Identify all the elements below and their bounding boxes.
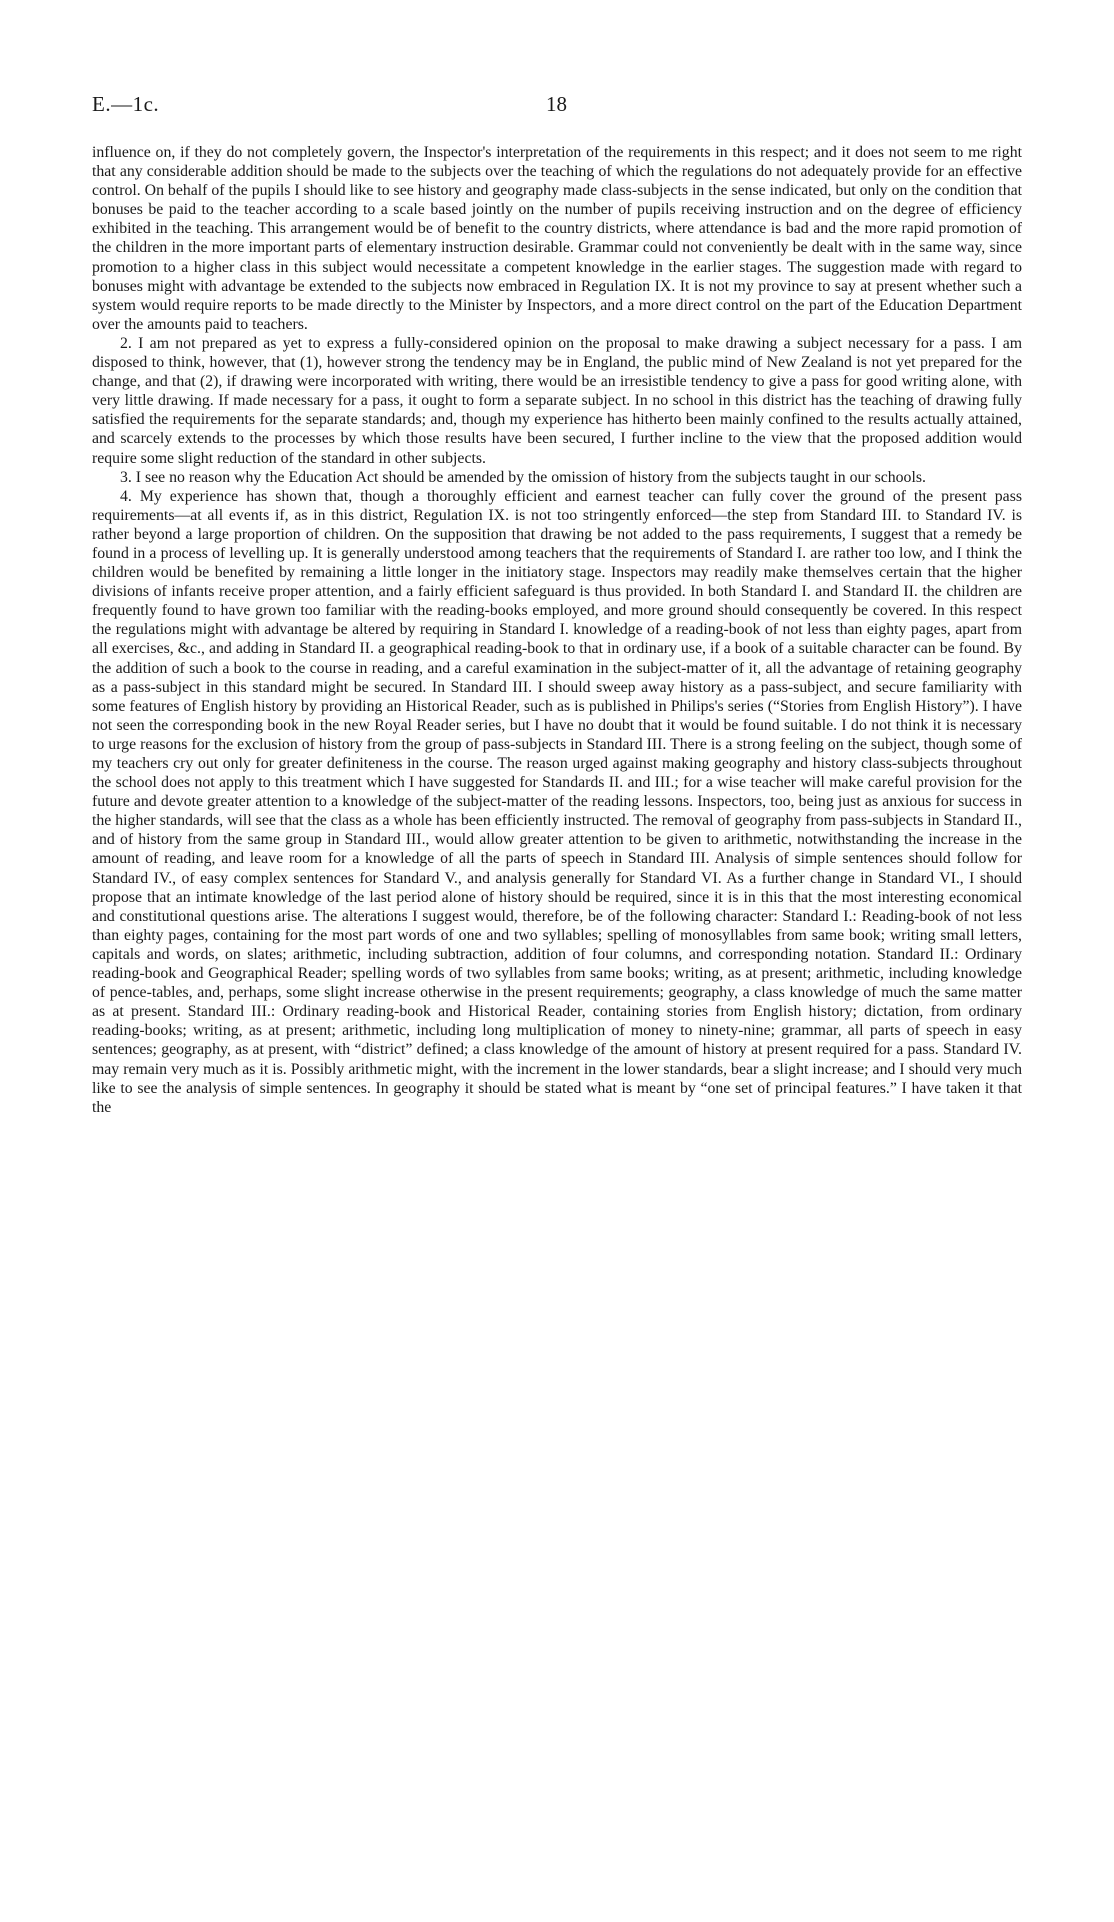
document-reference: E.—1c. — [92, 92, 160, 116]
page-number: 18 — [546, 92, 567, 116]
page-header — [92, 92, 1022, 122]
paragraph-3: 3. I see no reason why the Education Act should be amended by the omission of history from the subjects taught in our schools. — [120, 468, 926, 486]
body-text — [92, 143, 1022, 1117]
paragraph-2: 2. I am not prepared as yet to express a fully-considered opinion on the proposal to make drawing a subject necessary for a pass. I am disposed to think, however, that (1), however strong the tendency may be in England, the public mind of New Zealand is not yet prepared for the change, and that (2), if drawing were incorporated with writing, there would be an irresistible tendency to give a pass for good writing alone, with very little drawing. If made necessary for a pass, it ought to form a separate subject. In no school in this district has the teaching of drawing fully satisfied the requirements for the separate standards; and, though my experience has hitherto been mainly confined to the results actually attained, and scarcely extends to the processes by which those results have been secured, I further incline to the view that the proposed addition would require some slight reduction of the standard in other subjects. — [92, 334, 1022, 467]
paragraph-continuation: influence on, if they do not completely govern, the Inspector's interpretation of the requirements in this respect; and it does not seem to me right that any considerable addition should be made to the subjects over the teaching of which the regulations do not adequately provide for an effective control. On behalf of the pupils I should like to see history and geography made class-subjects in the sense indicated, but only on the condition that bonuses be paid to the teacher according to a scale based jointly on the number of pupils receiving instruction and on the degree of efficiency exhibited in the teaching. This arrangement would be of benefit to the country districts, where attendance is bad and the more rapid promotion of the children in the more important parts of elementary instruction desirable. Grammar could not conveniently be dealt with in the same way, since promotion to a higher class in this subject would necessitate a competent knowledge in the earlier stages. The suggestion made with regard to bonuses might with advantage be extended to the subjects now embraced in Regulation IX. It is not my province to say at present whether such a system would require reports to be made directly to the Minister by Inspectors, and a more direct control on the part of the Education Department over the amounts paid to teachers. — [92, 144, 1022, 333]
paragraph-4: 4. My experience has shown that, though a thoroughly efficient and earnest teacher can fully cover the ground of the present pass requirements—at all events if, as in this district, Regulation IX. is not too stringently enforced—the step from Standard III. to Standard IV. is rather beyond a large proportion of children. On the supposition that drawing be not added to the pass requirements, I suggest that a remedy be found in a process of levelling up. It is generally understood among teachers that the requirements of Standard I. are rather too low, and I think the children would be benefited by remaining a little longer in the initiatory stage. Inspectors may readily make themselves certain that the higher divisions of infants receive proper attention, and a fairly efficient safeguard is thus provided. In both Standard I. and Standard II. the children are frequently found to have grown too familiar with the reading-books employed, and more ground should consequently be covered. In this respect the regulations might with advantage be altered by requiring in Standard I. knowledge of a reading-book of not less than eighty pages, apart from all exercises, &c., and adding in Standard II. a geographical reading-book to that in ordinary use, if a book of a suitable character can be found. By the addition of such a book to the course in reading, and a careful examination in the subject-matter of it, all the advantage of retaining geography as a pass-subject in this standard might be secured. In Standard III. I should sweep away history as a pass-subject, and secure familiarity with some features of English history by providing an Historical Reader, such as is published in Philips's series (“Stories from English History”). I have not seen the corresponding book in the new Royal Reader series, but I have no doubt that it would be found suitable. I do not think it is necessary to urge reasons for the exclusion of history from the group of pass-subjects in Standard III. There is a strong feeling on the subject, though some of my teachers cry out only for greater definiteness in the course. The reason urged against making geography and history class-subjects throughout the school does not apply to this treatment which I have suggested for Standards II. and III.; for a wise teacher will make careful provision for the future and devote greater attention to a knowledge of the subject-matter of the reading lessons. Inspectors, too, being just as anxious for success in the higher standards, will see that the class as a whole has been efficiently instructed. The removal of geography from pass-subjects in Standard II., and of history from the same group in Standard III., would allow greater attention to be given to arithmetic, notwithstanding the increase in the amount of reading, and leave room for a knowledge of all the parts of speech in Standard III. Analysis of simple sentences should follow for Standard IV., of easy complex sentences for Standard V., and analysis generally for Standard VI. As a further change in Standard VI., I should propose that an intimate knowledge of the last period alone of history should be required, since it is in this that the most interesting economical and constitutional questions arise. The alterations I suggest would, therefore, be of the following character: Standard I.: Reading-book of not less than eighty pages, containing for the most part words of one and two syllables; spelling of monosyllables from same book; writing small letters, capitals and words, on slates; arithmetic, including subtraction, addition of four columns, and corresponding notation. Standard II.: Ordinary reading-book and Geographical Reader; spelling words of two syllables from same books; writing, as at present; arithmetic, including knowledge of pence-tables, and, perhaps, some slight increase otherwise in the present requirements; geography, a class knowledge of much the same matter as at present. Standard III.: Ordinary reading-book and Historical Reader, containing stories from English history; dictation, from ordinary reading-books; writing, as at present; arithmetic, including long multiplication of money to ninety-nine; grammar, all parts of speech in easy sentences; geography, as at present, with “district” defined; a class knowledge of the amount of history at present required for a pass. Standard IV. may remain very much as it is. Possibly arithmetic might, with the increment in the lower standards, bear a slight increase; and I should very much like to see the analysis of simple sentences. In geography it should be stated what is meant by “one set of principal features.” I have taken it that the — [92, 487, 1022, 1116]
